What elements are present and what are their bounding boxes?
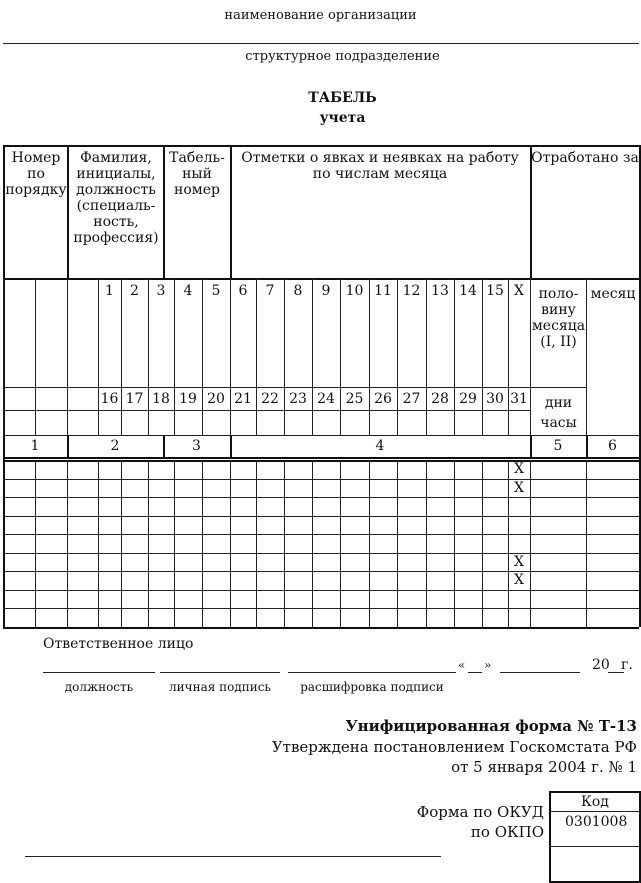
day-number-top: 15 <box>486 283 504 299</box>
day-number-bottom: 16 <box>100 391 119 407</box>
day-number-bottom: 27 <box>402 391 421 407</box>
x-mark: X <box>514 479 524 496</box>
column-number: 3 <box>192 438 201 454</box>
day-number-top: 7 <box>265 283 275 299</box>
data-col-line <box>340 460 341 627</box>
data-col-line <box>35 460 36 627</box>
data-col-line <box>121 460 122 627</box>
data-col-line <box>586 460 587 627</box>
okpo-code-cell[interactable] <box>551 847 639 881</box>
day-col-line <box>148 278 149 435</box>
day-col-line <box>508 278 509 435</box>
position-line[interactable] <box>43 672 155 673</box>
data-col-line <box>312 460 313 627</box>
day-col-line <box>35 278 36 435</box>
doc-title: ТАБЕЛЬ <box>308 90 377 106</box>
data-col-line <box>230 460 231 627</box>
okud-label: Форма по ОКУД <box>416 803 544 821</box>
day-col-line <box>3 278 4 435</box>
day-number-top: X <box>514 283 524 299</box>
org-bottom-line <box>25 856 441 857</box>
days-row-line <box>3 410 530 411</box>
day-col-line <box>98 278 99 435</box>
day-number-top: 12 <box>402 283 421 299</box>
day-number-top: 9 <box>321 283 331 299</box>
day-col-line <box>482 278 483 435</box>
data-row-line <box>3 608 639 609</box>
data-row-line <box>3 571 639 572</box>
day-col-line <box>174 278 175 435</box>
data-row-line <box>3 516 639 517</box>
quote-close: » <box>484 658 492 672</box>
col-marks-header: Отметки о явках и неявках на работу по числам месяца <box>241 150 519 182</box>
day-number-top: 13 <box>431 283 449 299</box>
column-number: 2 <box>110 438 120 454</box>
data-col-line <box>98 460 99 627</box>
column-number: 6 <box>608 438 617 454</box>
approved-text: Утверждена постановлением Госкомстата РФ <box>271 738 637 756</box>
data-row-line <box>3 590 639 591</box>
day-number-bottom: 19 <box>179 391 197 407</box>
dept-caption: структурное подразделение <box>245 49 440 64</box>
day-number-top: 6 <box>238 283 248 299</box>
day-number-top: 8 <box>293 283 303 299</box>
month-header: месяц <box>590 286 636 302</box>
data-col-line <box>174 460 175 627</box>
data-col-line <box>67 460 68 627</box>
day-number-bottom: 25 <box>345 391 364 407</box>
day-number-top: 11 <box>374 283 392 299</box>
timesheet-table <box>3 145 639 610</box>
data-row-line <box>3 534 639 535</box>
chasy-label: часы <box>540 415 577 431</box>
org-caption: наименование организации <box>224 8 417 23</box>
data-col-line <box>454 460 455 627</box>
decoding-line[interactable] <box>288 672 456 673</box>
col-worked-header: Отработано за <box>531 150 639 166</box>
day-number-bottom: 20 <box>207 391 225 407</box>
x-mark: X <box>514 572 524 588</box>
year-suffix: г. <box>621 657 633 673</box>
day-col-line <box>340 278 341 435</box>
table-bottom-border <box>3 627 639 629</box>
day-number-top: 1 <box>105 283 114 299</box>
data-row-line <box>3 479 639 480</box>
dni-label: дни <box>544 395 573 411</box>
data-col-line <box>482 460 483 627</box>
day-number-top: 5 <box>211 283 221 299</box>
signature-line[interactable] <box>160 672 280 673</box>
day-line[interactable] <box>468 672 482 673</box>
day-number-bottom: 18 <box>152 391 170 407</box>
column-number: 5 <box>553 438 563 454</box>
data-col-line <box>397 460 398 627</box>
data-col-line <box>530 460 531 627</box>
kod-label: Код <box>551 793 639 812</box>
header-divider <box>67 145 69 278</box>
data-col-line <box>426 460 427 627</box>
day-col-line <box>256 278 257 435</box>
days-row-line <box>3 387 586 388</box>
data-col-line <box>148 460 149 627</box>
day-col-line <box>202 278 203 435</box>
decoding-caption: расшифровка подписи <box>300 680 444 694</box>
col-tabel-header: Табель-ный номер <box>169 150 225 198</box>
data-row-line <box>3 553 639 554</box>
day-number-bottom: 26 <box>374 391 392 407</box>
year-prefix: 20 <box>592 657 610 673</box>
day-col-line <box>369 278 370 435</box>
day-number-bottom: 31 <box>510 391 528 407</box>
day-number-bottom: 23 <box>289 391 307 407</box>
day-col-line <box>530 278 531 435</box>
code-box <box>549 791 641 883</box>
col-number-header: Номер по порядку <box>5 150 67 198</box>
header-divider <box>163 145 165 278</box>
position-caption: должность <box>64 680 134 694</box>
worked-divider <box>586 387 587 435</box>
header-divider <box>230 145 232 278</box>
data-col-line <box>256 460 257 627</box>
month-line[interactable] <box>500 672 580 673</box>
day-col-line <box>454 278 455 435</box>
quote-open: « <box>458 658 466 672</box>
table-top-border <box>3 145 639 147</box>
data-col-line <box>369 460 370 627</box>
day-number-top: 3 <box>156 283 166 299</box>
header-divider <box>530 145 532 278</box>
day-col-line <box>397 278 398 435</box>
data-col-line <box>284 460 285 627</box>
day-col-line <box>230 278 231 435</box>
colnums-row-line <box>3 457 639 459</box>
okpo-label: по ОКПО <box>470 823 544 841</box>
doc-subtitle: учета <box>319 110 366 126</box>
column-number: 4 <box>375 438 385 454</box>
x-mark: X <box>514 553 524 570</box>
okud-code: 0301008 <box>565 814 628 830</box>
dept-line <box>3 43 639 44</box>
day-number-top: 14 <box>459 283 477 299</box>
day-col-line <box>426 278 427 435</box>
day-number-bottom: 29 <box>459 391 477 407</box>
okud-code-cell[interactable] <box>551 812 639 847</box>
day-col-line <box>121 278 122 435</box>
hours-row-line <box>3 435 639 436</box>
day-col-line <box>284 278 285 435</box>
day-number-top: 10 <box>345 283 364 299</box>
day-number-bottom: 30 <box>486 391 504 407</box>
day-number-bottom: 28 <box>431 391 449 407</box>
day-number-top: 4 <box>183 283 193 299</box>
data-row-line <box>3 497 639 498</box>
signature-caption: личная подпись <box>169 680 271 694</box>
worked-divider <box>586 278 587 387</box>
day-number-bottom: 21 <box>234 391 252 407</box>
column-number: 1 <box>30 438 40 454</box>
day-number-bottom: 22 <box>261 391 279 407</box>
data-col-line <box>202 460 203 627</box>
day-number-top: 2 <box>130 283 139 299</box>
half-month-header: поло-вину месяца (I, II) <box>531 286 586 350</box>
responsible-label: Ответственное лицо <box>43 636 194 652</box>
col-name-header: Фамилия, инициалы, должность (специаль-ность, профессия) <box>73 150 159 246</box>
day-col-line <box>312 278 313 435</box>
day-number-bottom: 17 <box>125 391 144 407</box>
day-col-line <box>67 278 68 435</box>
form-title: Унифицированная форма № Т-13 <box>345 717 637 735</box>
approved-date: от 5 января 2004 г. № 1 <box>451 758 637 776</box>
x-mark: X <box>514 461 524 477</box>
day-number-bottom: 24 <box>317 391 335 407</box>
